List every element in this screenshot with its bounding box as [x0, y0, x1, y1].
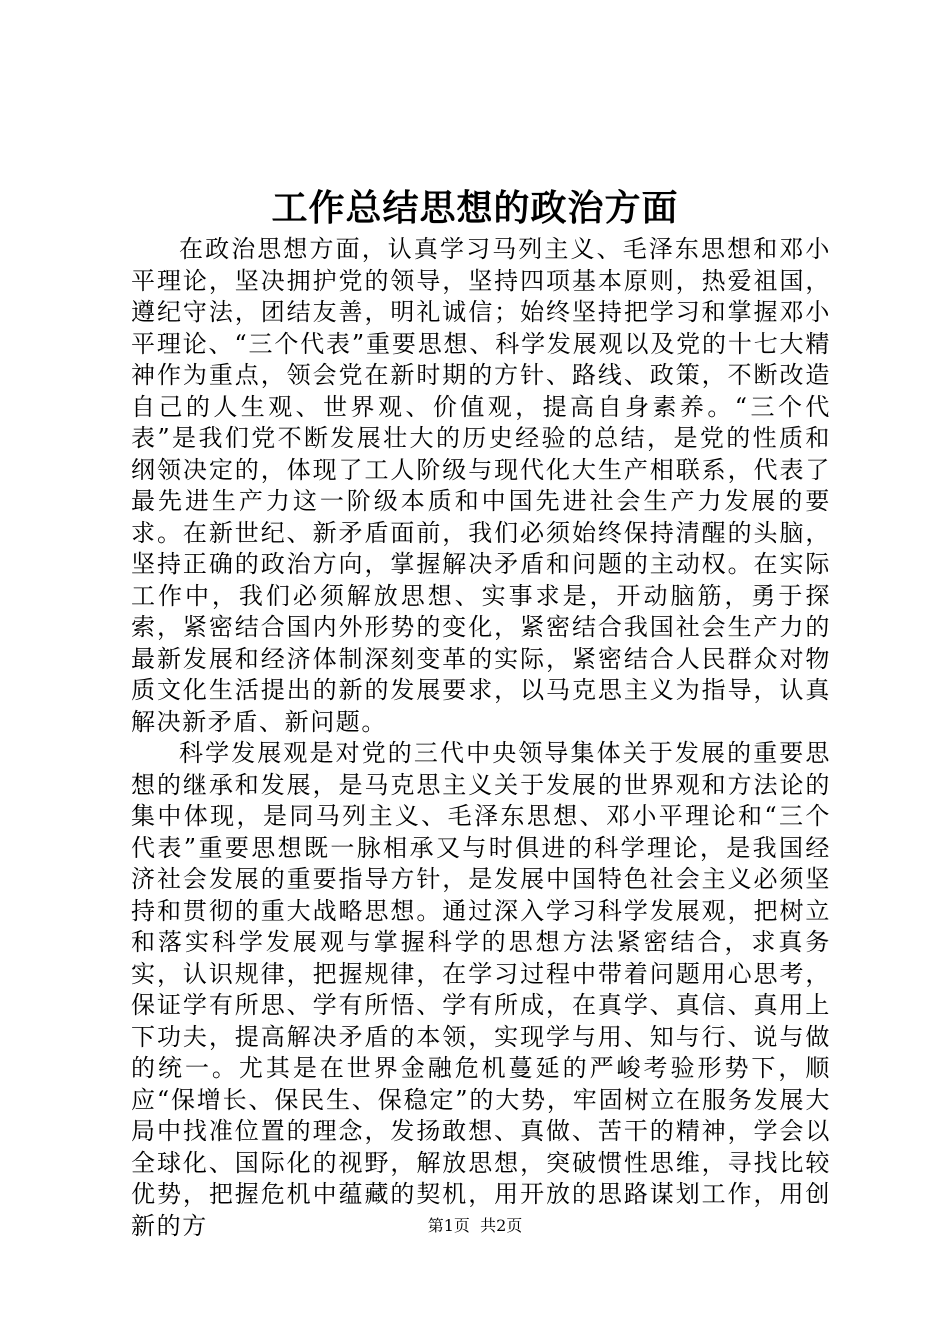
page-total: 共2页 [480, 1216, 523, 1235]
page-number: 第1页 [427, 1216, 470, 1235]
paragraph-1: 在政治思想方面，认真学习马列主义、毛泽东思想和邓小平理论，坚决拥护党的领导，坚持四项基本原则，热爱祖国，遵纪守法，团结友善，明礼诚信；始终坚持把学习和掌握邓小平理论、“三个代表”重要思想、科学发展观以及党的十七大精神作为重点，领会党在新时期的方针、路线、政策，不断改造自己的人生观、世界观、价值观，提高自身素养。“三个代表”是我们党不断发展壮大的历史经验的总结，是党的性质和纲领决定的，体现了工人阶级与现代化大生产相联系，代表了最先进生产力这一阶级本质和中国先进社会生产力发展的要求。在新世纪、新矛盾面前，我们必须始终保持清醒的头脑，坚持正确的政治方向，掌握解决矛盾和问题的主动权。在实际工作中，我们必须解放思想、实事求是，开动脑筋，勇于探索，紧密结合国内外形势的变化，紧密结合我国社会生产力的最新发展和经济体制深刻变革的实际，紧密结合人民群众对物质文化生活提出的新的发展要求，以马克思主义为指导，认真解决新矛盾、新问题。 [131, 235, 831, 736]
paragraph-2: 科学发展观是对党的三代中央领导集体关于发展的重要思想的继承和发展，是马克思主义关于发展的世界观和方法论的集中体现，是同马列主义、毛泽东思想、邓小平理论和“三个代表”重要思想既一脉相承又与时俱进的科学理论，是我国经济社会发展的重要指导方针，是发展中国特色社会主义必须坚持和贯彻的重大战略思想。通过深入学习科学发展观，把树立和落实科学发展观与掌握科学的思想方法紧密结合，求真务实，认识规律，把握规律，在学习过程中带着问题用心思考，保证学有所思、学有所悟、学有所成，在真学、真信、真用上下功夫，提高解决矛盾的本领，实现学与用、知与行、说与做的统一。尤其是在世界金融危机蔓延的严峻考验形势下，顺应“保增长、保民生、保稳定”的大势，牢固树立在服务发展大局中找准位置的理念，发扬敢想、真做、苦干的精神，学会以全球化、国际化的视野，解放思想，突破惯性思维，寻找比较优势，把握危机中蕴藏的契机，用开放的思路谋划工作，用创新的方 [131, 739, 831, 1240]
page-footer [0, 1215, 950, 1237]
document-title: 工作总结思想的政治方面 [271, 187, 679, 229]
document-body [131, 234, 831, 1242]
